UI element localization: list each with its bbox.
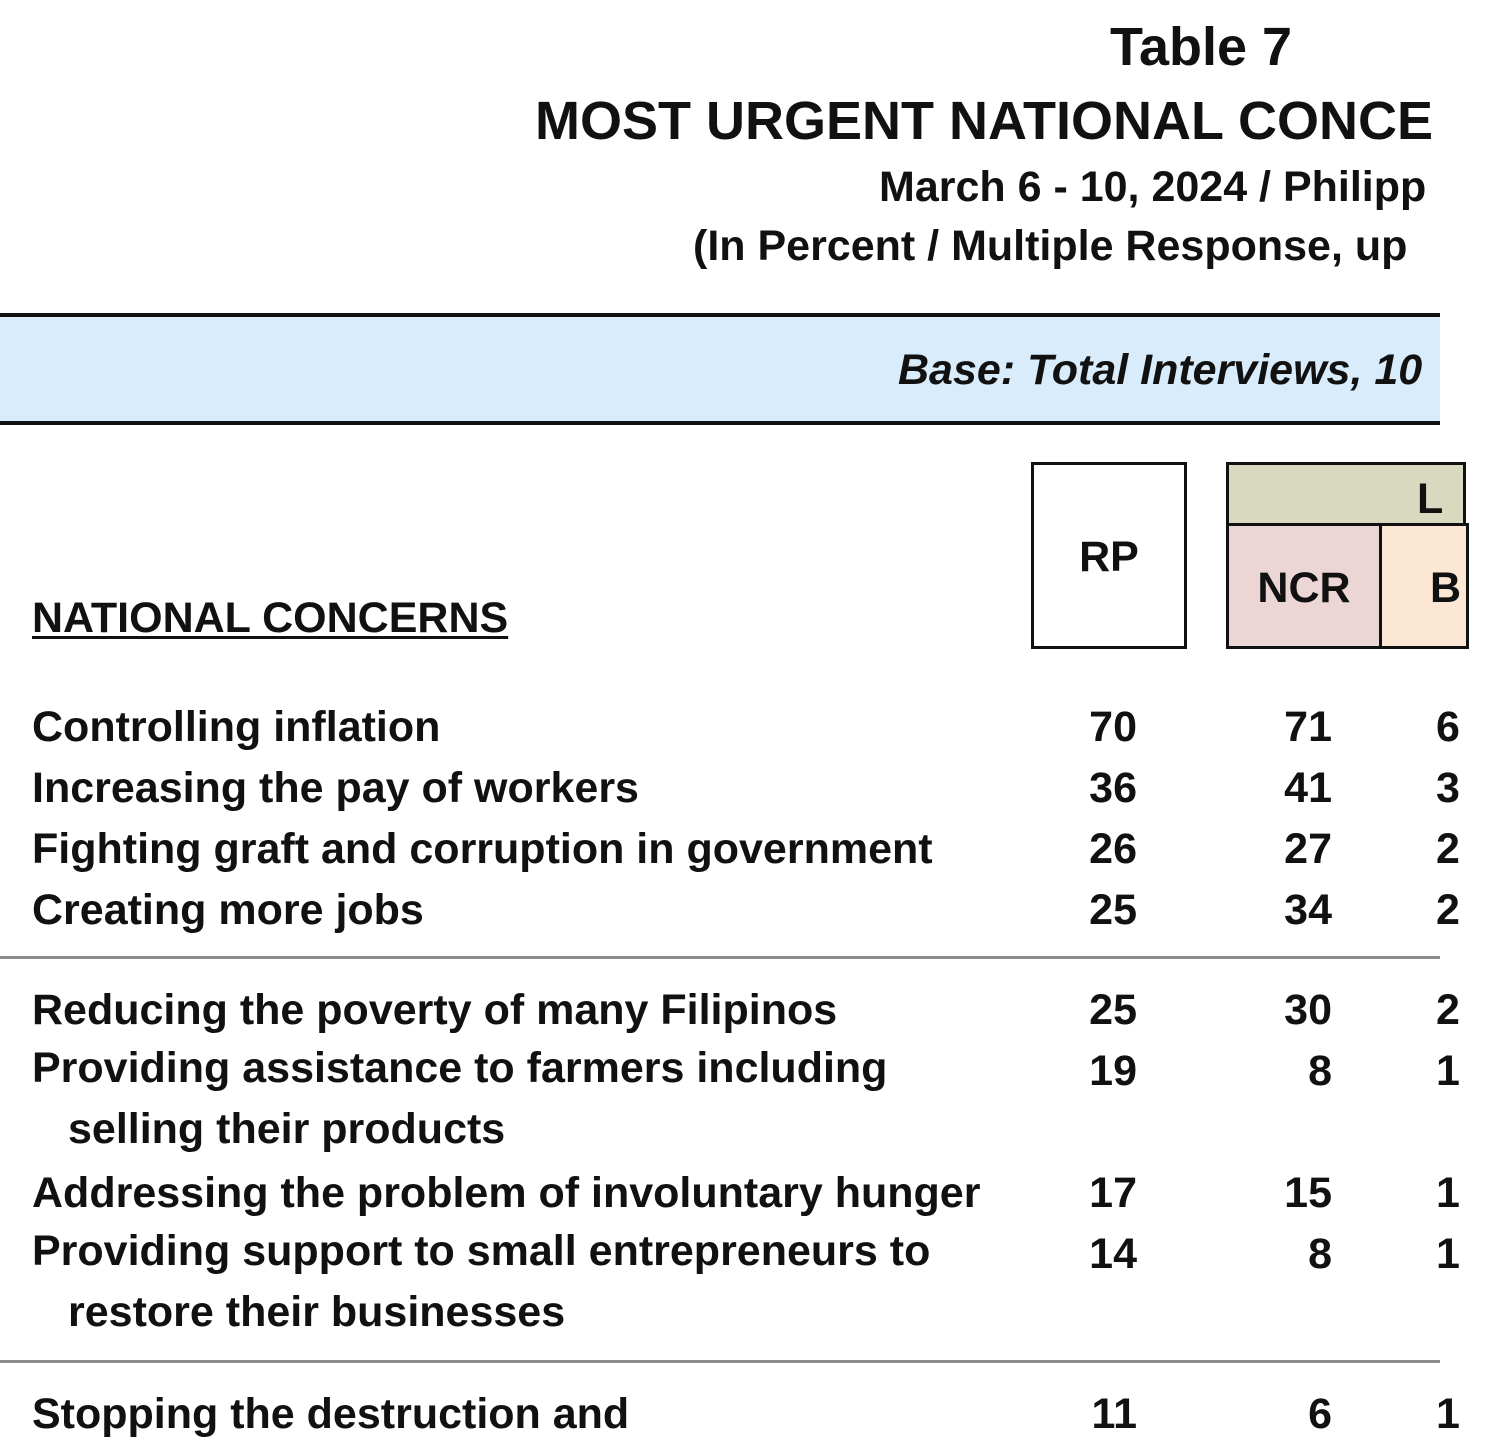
rp-value: 70	[1089, 703, 1137, 751]
row-label-text: Addressing the problem of involuntary hunger	[32, 1169, 981, 1217]
ncr-value: 34	[1284, 886, 1332, 934]
table-row-label	[32, 764, 639, 813]
group-separator	[0, 956, 1440, 959]
row-label-text: Increasing the pay of workers	[32, 764, 639, 812]
rp-column-label: RP	[1079, 533, 1139, 581]
table-row-label	[32, 986, 837, 1035]
ncr-value: 71	[1284, 703, 1332, 751]
rp-value: 19	[1089, 1047, 1137, 1095]
row-label-text: Creating more jobs	[32, 886, 424, 934]
table-row-label	[32, 1038, 887, 1160]
row-label-continuation: selling their products	[68, 1105, 506, 1153]
location-group-label: L	[1417, 475, 1444, 523]
rp-value: 14	[1089, 1230, 1137, 1278]
next-value: 2	[1436, 986, 1460, 1034]
national-concerns-heading: NATIONAL CONCERNS	[32, 594, 509, 642]
next-value: 6	[1436, 703, 1460, 751]
next-column-header	[1379, 523, 1469, 649]
row-label-text: Controlling inflation	[32, 703, 441, 751]
rp-value: 25	[1089, 986, 1137, 1034]
next-value: 3	[1436, 764, 1460, 812]
table-title: Table 7	[1110, 17, 1293, 77]
row-label-text: Stopping the destruction and	[32, 1390, 630, 1438]
rp-value: 17	[1089, 1169, 1137, 1217]
rp-value: 25	[1089, 886, 1137, 934]
ncr-value: 27	[1284, 825, 1332, 873]
next-value: 1	[1436, 1047, 1460, 1095]
rp-value: 36	[1089, 764, 1137, 812]
table-subtitle: MOST URGENT NATIONAL CONCE	[535, 91, 1433, 151]
table-row-label	[32, 825, 933, 874]
ncr-value: 8	[1308, 1047, 1332, 1095]
ncr-value: 41	[1284, 764, 1332, 812]
next-value: 2	[1436, 886, 1460, 934]
table-row-label	[32, 1221, 930, 1343]
ncr-value: 6	[1308, 1390, 1332, 1438]
rp-column-header	[1031, 462, 1187, 649]
ncr-column-label: NCR	[1257, 564, 1351, 612]
ncr-value: 15	[1284, 1169, 1332, 1217]
location-group-header	[1226, 462, 1466, 526]
rp-value: 11	[1091, 1390, 1137, 1438]
response-note: (In Percent / Multiple Response, up	[693, 222, 1408, 270]
next-column-label: B	[1430, 564, 1462, 612]
survey-dateline: March 6 - 10, 2024 / Philipp	[879, 163, 1427, 211]
row-label-text: Reducing the poverty of many Filipinos	[32, 986, 838, 1034]
table-row-label	[32, 1169, 980, 1218]
next-value: 1	[1436, 1169, 1460, 1217]
group-separator	[0, 1360, 1440, 1363]
table-row-label	[32, 703, 440, 752]
base-text: Base: Total Interviews, 10	[898, 346, 1423, 394]
row-label-continuation: restore their businesses	[68, 1288, 566, 1336]
table-row-label	[32, 1390, 629, 1439]
rp-value: 26	[1089, 825, 1137, 873]
ncr-value: 30	[1284, 986, 1332, 1034]
next-value: 1	[1436, 1390, 1460, 1438]
row-label-text: Providing support to small entrepreneurs to	[32, 1227, 931, 1275]
next-value: 2	[1436, 825, 1460, 873]
next-value: 1	[1436, 1230, 1460, 1278]
row-label-text: Providing assistance to farmers including	[32, 1044, 888, 1092]
table-row-label	[32, 886, 424, 935]
ncr-column-header	[1226, 523, 1382, 649]
ncr-value: 8	[1308, 1230, 1332, 1278]
row-label-text: Fighting graft and corruption in government	[32, 825, 933, 873]
